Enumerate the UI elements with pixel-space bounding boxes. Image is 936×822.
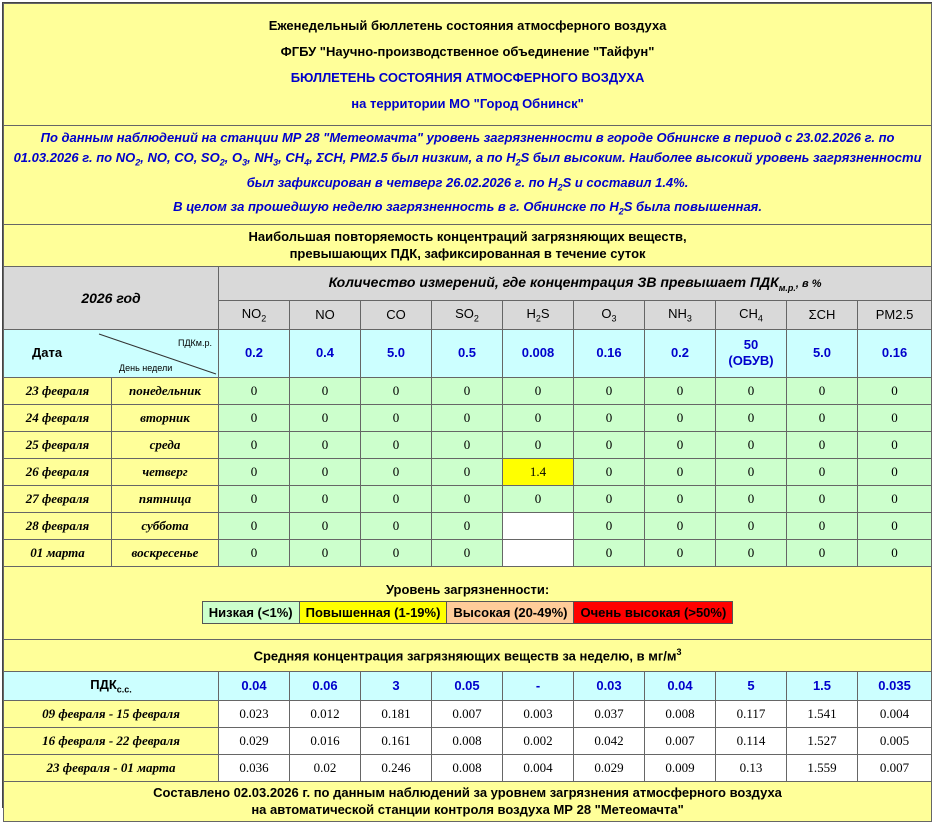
- table-cell: 1.4: [503, 458, 574, 485]
- legend-item: Повышенная (1-19%): [300, 602, 448, 623]
- table-cell: 0.007: [432, 700, 503, 727]
- repeat-body: [4, 377, 932, 566]
- header-line-3: БЮЛЛЕТЕНЬ СОСТОЯНИЯ АТМОСФЕРНОГО ВОЗДУХА: [290, 69, 645, 85]
- table-cell: 0.002: [503, 727, 574, 754]
- table-cell: 0: [716, 458, 787, 485]
- pdk-ss-value: -: [503, 671, 574, 700]
- pdk-ss-value: 0.04: [645, 671, 716, 700]
- table-row: [4, 404, 932, 431]
- table-cell: 0: [503, 377, 574, 404]
- table-cell: 0: [290, 512, 361, 539]
- legend: [202, 601, 734, 624]
- table-row: [4, 700, 932, 727]
- table-cell: 0: [787, 485, 858, 512]
- header-line-1: Еженедельный бюллетень состояния атмосферного воздуха: [268, 17, 667, 33]
- pdk-mr-value: 5.0: [787, 329, 858, 377]
- table-cell: 0: [361, 539, 432, 566]
- table-cell: 1.541: [787, 700, 858, 727]
- table-cell: 0.02: [290, 754, 361, 781]
- row-period: 23 февраля - 01 марта: [4, 754, 219, 781]
- pdk-mr-row: [4, 329, 932, 377]
- table-cell: 0: [716, 512, 787, 539]
- table-cell: 0: [361, 485, 432, 512]
- table-cell: 0: [219, 404, 290, 431]
- table-cell: 0: [361, 458, 432, 485]
- table-cell: 0: [716, 539, 787, 566]
- table-cell: 0: [645, 539, 716, 566]
- table-cell: 0: [219, 485, 290, 512]
- table-cell: 0: [858, 431, 932, 458]
- bulletin-table: [3, 3, 932, 822]
- table-cell: 0: [645, 512, 716, 539]
- pollutant-header: $SO_2$: [432, 300, 503, 329]
- table-cell: 0: [858, 458, 932, 485]
- table-cell: 0: [503, 431, 574, 458]
- table-row: [4, 377, 932, 404]
- table-row: [4, 458, 932, 485]
- table-cell: 0: [219, 512, 290, 539]
- table-cell: 0: [858, 512, 932, 539]
- table-cell: 0: [716, 404, 787, 431]
- pdk-ss-value: 0.06: [290, 671, 361, 700]
- pdk-ss-value: 0.05: [432, 671, 503, 700]
- table-cell: 0: [290, 377, 361, 404]
- table-cell: 0: [219, 377, 290, 404]
- pdk-ss-label: $ПДК_{с.с.}$: [4, 671, 219, 700]
- table-cell: [503, 512, 574, 539]
- legend-block: [4, 566, 932, 639]
- pdk-mr-value: 0.5: [432, 329, 503, 377]
- table-cell: 0: [787, 377, 858, 404]
- table-cell: 0: [574, 458, 645, 485]
- table-cell: 0.016: [290, 727, 361, 754]
- row-date: 25 февраля: [4, 431, 112, 458]
- legend-item: Низкая (<1%): [203, 602, 300, 623]
- table-row: [4, 539, 932, 566]
- table-cell: 0: [290, 539, 361, 566]
- table-cell: 0: [432, 539, 503, 566]
- table-cell: 0.029: [574, 754, 645, 781]
- pdk-mr-value: 0.16: [574, 329, 645, 377]
- diag-top-label: ПДКм.р.: [177, 337, 212, 348]
- average-title: Средняя концентрация загрязняющих веществ за неделю, в $мг/м^3$: [4, 639, 932, 671]
- table-cell: 0.005: [858, 727, 932, 754]
- table-cell: 0: [432, 431, 503, 458]
- pollutant-header: ΣCH: [787, 300, 858, 329]
- header-line-2: ФГБУ "Научно-производственное объединение "Тайфун": [280, 43, 655, 59]
- table-cell: 0: [290, 404, 361, 431]
- pdk-mr-value: 5.0: [361, 329, 432, 377]
- table-cell: 0.004: [503, 754, 574, 781]
- table-cell: 0: [219, 458, 290, 485]
- table-cell: 0: [219, 431, 290, 458]
- pdk-ss-value: 5: [716, 671, 787, 700]
- table-cell: 0.037: [574, 700, 645, 727]
- table-cell: 0.008: [432, 727, 503, 754]
- pdk-mr-value: 0.2: [219, 329, 290, 377]
- table-cell: 0: [219, 539, 290, 566]
- table-cell: 0.036: [219, 754, 290, 781]
- row-period: 16 февраля - 22 февраля: [4, 727, 219, 754]
- diag-bottom-label: День недели: [119, 362, 173, 373]
- table-cell: 0: [645, 485, 716, 512]
- table-cell: 0: [787, 539, 858, 566]
- pdk-mr-value: 0.2: [645, 329, 716, 377]
- row-weekday: четверг: [112, 458, 219, 485]
- pdk-ss-value: 1.5: [787, 671, 858, 700]
- pollutant-header: PM2.5: [858, 300, 932, 329]
- header-block: [4, 4, 932, 126]
- table-cell: 0: [290, 485, 361, 512]
- table-row: [4, 485, 932, 512]
- pollutant-header: $H_2S$: [503, 300, 574, 329]
- pollutant-header: $NO_2$: [219, 300, 290, 329]
- table-cell: 0.161: [361, 727, 432, 754]
- table-cell: [503, 539, 574, 566]
- pollutant-header: CO: [361, 300, 432, 329]
- date-label: Дата: [32, 344, 63, 360]
- repeat-section-title: Наибольшая повторяемость концентраций загрязняющих веществ, превышающих ПДК, зафиксированная в течение суток: [4, 224, 932, 266]
- table-cell: 0: [432, 512, 503, 539]
- table-cell: 0.181: [361, 700, 432, 727]
- table-cell: 0: [432, 377, 503, 404]
- pdk-mr-value: 0.4: [290, 329, 361, 377]
- table-cell: 0.13: [716, 754, 787, 781]
- row-weekday: среда: [112, 431, 219, 458]
- table-row: [4, 727, 932, 754]
- legend-item: Очень высокая (>50%): [574, 602, 732, 623]
- table-cell: 0: [361, 377, 432, 404]
- table-cell: 0.029: [219, 727, 290, 754]
- row-date: 28 февраля: [4, 512, 112, 539]
- table-cell: 0: [858, 404, 932, 431]
- average-body: [4, 700, 932, 781]
- table-cell: 0: [361, 431, 432, 458]
- table-cell: 0: [574, 539, 645, 566]
- table-cell: 0.007: [858, 754, 932, 781]
- table-cell: 0: [503, 404, 574, 431]
- row-date: 23 февраля: [4, 377, 112, 404]
- pdk-ss-value: 0.04: [219, 671, 290, 700]
- table-cell: 0: [432, 485, 503, 512]
- pdk-mr-value: 0.16: [858, 329, 932, 377]
- table-cell: 0: [645, 377, 716, 404]
- table-cell: 0: [716, 431, 787, 458]
- bulletin: [2, 2, 932, 818]
- table-cell: 0: [574, 512, 645, 539]
- table-cell: 0: [716, 485, 787, 512]
- table-cell: 0.246: [361, 754, 432, 781]
- table-cell: 0.008: [432, 754, 503, 781]
- table-cell: 0: [290, 458, 361, 485]
- table-cell: 0: [716, 377, 787, 404]
- row-weekday: пятница: [112, 485, 219, 512]
- row-weekday: суббота: [112, 512, 219, 539]
- table-cell: 0.012: [290, 700, 361, 727]
- table-cell: 0.042: [574, 727, 645, 754]
- table-cell: 0: [432, 458, 503, 485]
- date-header: [4, 329, 219, 377]
- table-cell: 0: [787, 512, 858, 539]
- pollutant-header: $CH_4$: [716, 300, 787, 329]
- table-cell: 0: [432, 404, 503, 431]
- row-weekday: воскресенье: [112, 539, 219, 566]
- table-cell: 0.008: [645, 700, 716, 727]
- table-cell: 0: [787, 404, 858, 431]
- table-cell: 0.023: [219, 700, 290, 727]
- table-row: [4, 754, 932, 781]
- row-date: 01 марта: [4, 539, 112, 566]
- table-cell: 0: [645, 431, 716, 458]
- row-date: 27 февраля: [4, 485, 112, 512]
- table-cell: 0: [574, 404, 645, 431]
- pdk-ss-row: [4, 671, 932, 700]
- table-cell: 0.009: [645, 754, 716, 781]
- header-line-4: на территории МО "Город Обнинск": [351, 95, 584, 111]
- table-cell: 0.117: [716, 700, 787, 727]
- pdk-ss-value: 0.03: [574, 671, 645, 700]
- row-weekday: вторник: [112, 404, 219, 431]
- table-cell: 0: [574, 377, 645, 404]
- footer: Составлено 02.03.2026 г. по данным наблюдений за уровнем загрязнения атмосферного воздуха на автоматической станции контроля воздуха МР 28 "Метеомачта": [4, 781, 932, 821]
- table-row: [4, 512, 932, 539]
- table-cell: 0: [858, 539, 932, 566]
- pdk-mr-value: 0.008: [503, 329, 574, 377]
- table-cell: 0: [290, 431, 361, 458]
- table-cell: 0: [858, 377, 932, 404]
- table-cell: 0: [645, 404, 716, 431]
- legend-item: Высокая (20-49%): [447, 602, 574, 623]
- table-cell: 0: [787, 458, 858, 485]
- table-cell: 0.004: [858, 700, 932, 727]
- count-header: Количество измерений, где концентрация ЗВ превышает $ПДК_{м.р.}$, в %: [219, 266, 932, 300]
- row-date: 24 февраля: [4, 404, 112, 431]
- table-cell: 0.007: [645, 727, 716, 754]
- table-cell: 0: [361, 512, 432, 539]
- table-cell: 0: [361, 404, 432, 431]
- pdk-mr-value: 50 (ОБУВ): [716, 329, 787, 377]
- table-cell: 0.114: [716, 727, 787, 754]
- table-cell: 1.527: [787, 727, 858, 754]
- table-cell: 0: [858, 485, 932, 512]
- table-cell: 0: [503, 485, 574, 512]
- pdk-ss-value: 0.035: [858, 671, 932, 700]
- table-row: [4, 431, 932, 458]
- summary-paragraph: По данным наблюдений на станции МР 28 "Метеомачта" уровень загрязненности в городе Обнинске в период с 23.02.2026 г. по 01.03.2026 г. по $NO_2$, NO, CO, $SO_2$, $O_3$, $NH_3$, $CH_4$, ΣCH, PM2.5 был низким, а по $H_2S$ был высоким. Наиболее высокий уровень загрязненности был зафиксирован в четверг 26.02.2026 г. по $H_2S$ и составил 1.4%. В целом за прошедшую неделю загрязненность в г. Обнинске по $H_2S$ была повышенная.: [4, 126, 932, 225]
- row-date: 26 февраля: [4, 458, 112, 485]
- legend-title: Уровень загрязненности:: [385, 581, 550, 597]
- pollutant-header: NO: [290, 300, 361, 329]
- table-cell: 0: [574, 485, 645, 512]
- table-cell: 0: [574, 431, 645, 458]
- table-cell: 0: [787, 431, 858, 458]
- table-cell: 1.559: [787, 754, 858, 781]
- pollutant-header: $O_3$: [574, 300, 645, 329]
- pdk-ss-value: 3: [361, 671, 432, 700]
- row-period: 09 февраля - 15 февраля: [4, 700, 219, 727]
- year-label: 2026 год: [4, 266, 219, 329]
- table-cell: 0: [645, 458, 716, 485]
- table-cell: 0.003: [503, 700, 574, 727]
- pollutant-header: $NH_3$: [645, 300, 716, 329]
- row-weekday: понедельник: [112, 377, 219, 404]
